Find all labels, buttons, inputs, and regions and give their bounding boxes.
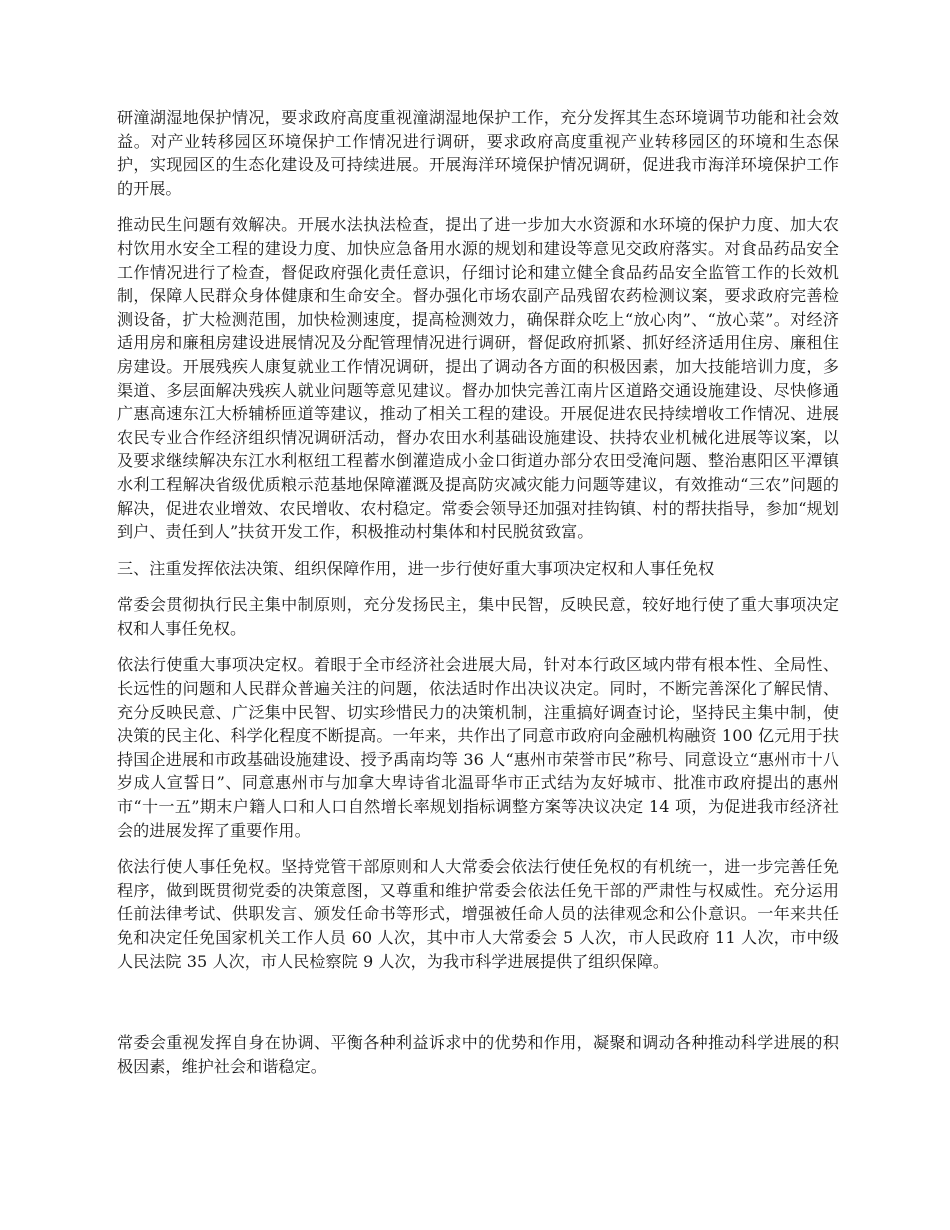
paragraph-social-harmony: 常委会重视发挥自身在协调、平衡各种利益诉求中的优势和作用，凝聚和调动各种推动科学进展的积极因素，维护社会和谐稳定。	[117, 1033, 839, 1076]
document-page	[117, 106, 839, 1091]
paragraph-wetland-protection: 研潼湖湿地保护情况，要求政府高度重视潼湖湿地保护工作，充分发挥其生态环境调节功能和社会效益。对产业转移园区环境保护工作情况进行调研，要求政府高度重视产业转移园区的环境和生态保护，实现园区的生态化建设及可持续进展。开展海洋环境保护情况调研，促进我市海洋环境保护工作的开展。	[117, 108, 839, 198]
section-heading-three: 三、注重发挥依法决策、组织保障作用，进一步行使好重大事项决定权和人事任免权	[117, 558, 715, 578]
paragraph-democratic-centralism: 常委会贯彻执行民主集中制原则，充分发扬民主，集中民智，反映民意，较好地行使了重大事项决定权和人事任免权。	[117, 595, 839, 638]
paragraph-livelihood-issues: 推动民生问题有效解决。开展水法执法检查，提出了进一步加大水资源和水环境的保护力度、加大农村饮用水安全工程的建设力度、加快应急备用水源的规划和建设等意见交政府落实。对食品药品安全工作情况进行了检查，督促政府强化责任意识，仔细讨论和建立健全食品药品安全监管工作的长效机制，保障人民群众身体健康和生命安全。督办强化市场农副产品残留农药检测议案，要求政府完善检测设备，扩大检测范围，加快检测速度，提高检测效力，确保群众吃上“放心肉”、“放心菜”。对经济适用房和廉租房建设进展情况及分配管理情况进行调研，督促政府抓紧、抓好经济适用住房、廉租住房建设。开展残疾人康复就业工作情况调研，提出了调动各方面的积极因素，加大技能培训力度，多渠道、多层面解决残疾人就业问题等意见建议。督办加快完善江南片区道路交通设施建设、尽快修通广惠高速东江大桥辅桥匝道等建议，推动了相关工程的建设。开展促进农民持续增收工作情况、进展农民专业合作经济组织情况调研活动，督办农田水利基础设施建设、扶持农业机械化进展等议案，以及要求继续解决东江水利枢纽工程蓄水倒灌造成小金口街道办部分农田受淹问题、整治惠阳区平潭镇水利工程解决省级优质粮示范基地保障灌溉及提高防灾减灾能力问题等建议，有效推动“三农”问题的解决，促进农业增效、农民增收、农村稳定。常委会领导还加强对挂钩镇、村的帮扶指导，参加“规划到户、责任到人”扶贫开发工作，积极推动村集体和村民脱贫致富。	[117, 215, 839, 542]
paragraph-major-decisions: 依法行使重大事项决定权。着眼于全市经济社会进展大局，针对本行政区域内带有根本性、全局性、长远性的问题和人民群众普遍关注的问题，依法适时作出决议决定。同时，不断完善深化了解民情、充分反映民意、广泛集中民智、切实珍惜民力的决策机制，注重搞好调查讨论，坚持民主集中制，使决策的民主化、科学化程度不断提高。一年来，共作出了同意市政府向金融机构融资 100 亿元用于扶持国企进展和市政基础设施建设、授予禹南均等 36 人“惠州市荣誉市民”称号、同意设立“惠州市十八岁成人宣誓日”、同意惠州市与加拿大卑诗省北温哥华市正式结为友好城市、批准市政府提出的惠州市“十一五”期末户籍人口和人口自然增长率规划指标调整方案等决议决定 14 项，为促进我市经济社会的进展发挥了重要作用。	[117, 655, 839, 840]
paragraph-personnel-appointment: 依法行使人事任免权。坚持党管干部原则和人大常委会依法行使任免权的有机统一，进一步完善任免程序，做到既贯彻党委的决策意图，又尊重和维护常委会依法任免干部的严肃性与权威性。充分运用任前法律考试、供职发言、颁发任命书等形式，增强被任命人员的法律观念和公仆意识。一年来共任免和决定任免国家机关工作人员 60 人次，其中市人大常委会 5 人次，市人民政府 11 人次，市中级人民法院 35 人次，市人民检察院 9 人次，为我市科学进展提供了组织保障。	[117, 857, 839, 971]
